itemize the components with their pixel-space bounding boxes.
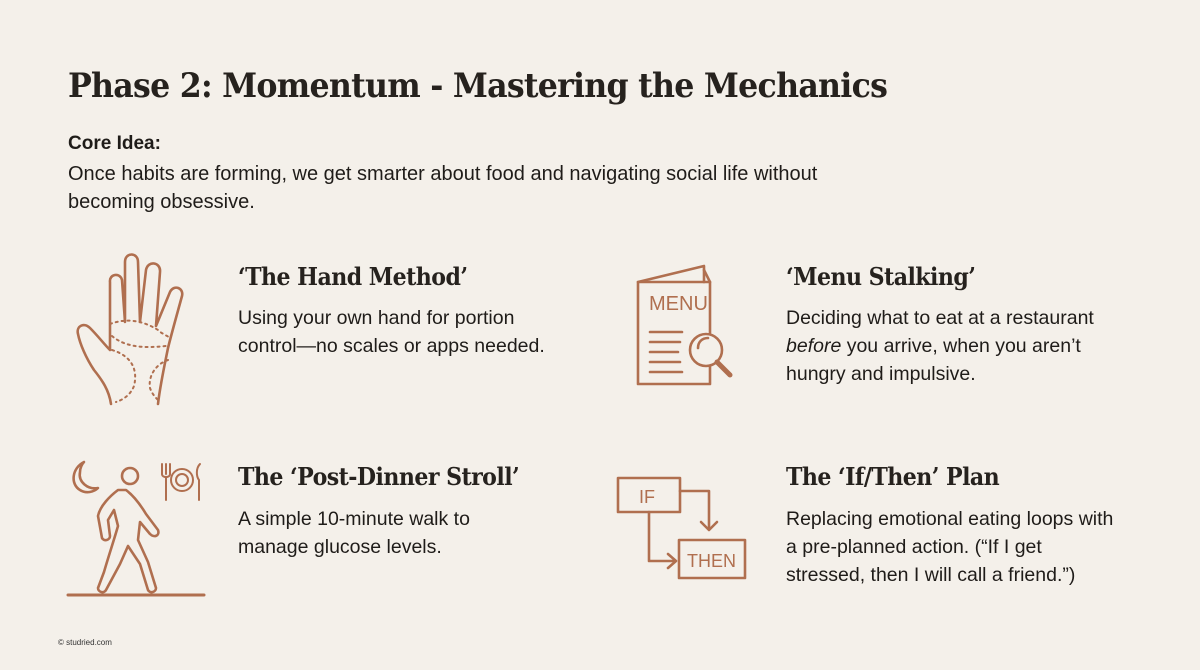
menu-search-icon xyxy=(636,262,751,392)
hand-icon xyxy=(76,252,196,412)
card-title: ‘The Hand Method’ xyxy=(238,262,468,291)
description-emphasis: before xyxy=(786,335,842,357)
card-description: Using your own hand for portion control—no scales or apps needed. xyxy=(238,307,545,357)
card-title: The ‘Post-Dinner Stroll’ xyxy=(238,462,520,491)
card-title: ‘Menu Stalking’ xyxy=(786,262,976,291)
card-description: A simple 10-minute walk to manage glucose levels. xyxy=(238,508,470,558)
then-label: THEN xyxy=(687,551,736,571)
fork-plate-knife-icon xyxy=(162,464,200,500)
copyright-watermark: © studried.com xyxy=(58,638,112,647)
walking-person-icon xyxy=(68,460,208,605)
moon-icon xyxy=(74,462,98,492)
core-idea-label: Core Idea: xyxy=(68,133,161,154)
card-description xyxy=(786,304,1126,388)
if-label: IF xyxy=(639,487,655,507)
menu-label: MENU xyxy=(649,293,708,315)
card-title: The ‘If/Then’ Plan xyxy=(786,462,1000,491)
core-idea-text: Once habits are forming, we get smarter about food and navigating social life without becoming obsessive. xyxy=(68,163,818,213)
page-title: Phase 2: Momentum - Mastering the Mechanics xyxy=(68,66,888,106)
description-text: you arrive, when you aren’t hungry and impulsive. xyxy=(786,335,1081,385)
if-then-flow-icon xyxy=(617,477,747,587)
description-text: Deciding what to eat at a restaurant xyxy=(786,307,1094,329)
card-description: Replacing emotional eating loops with a pre-planned action. (“If I get stressed, then I will call a friend.”) xyxy=(786,508,1114,586)
